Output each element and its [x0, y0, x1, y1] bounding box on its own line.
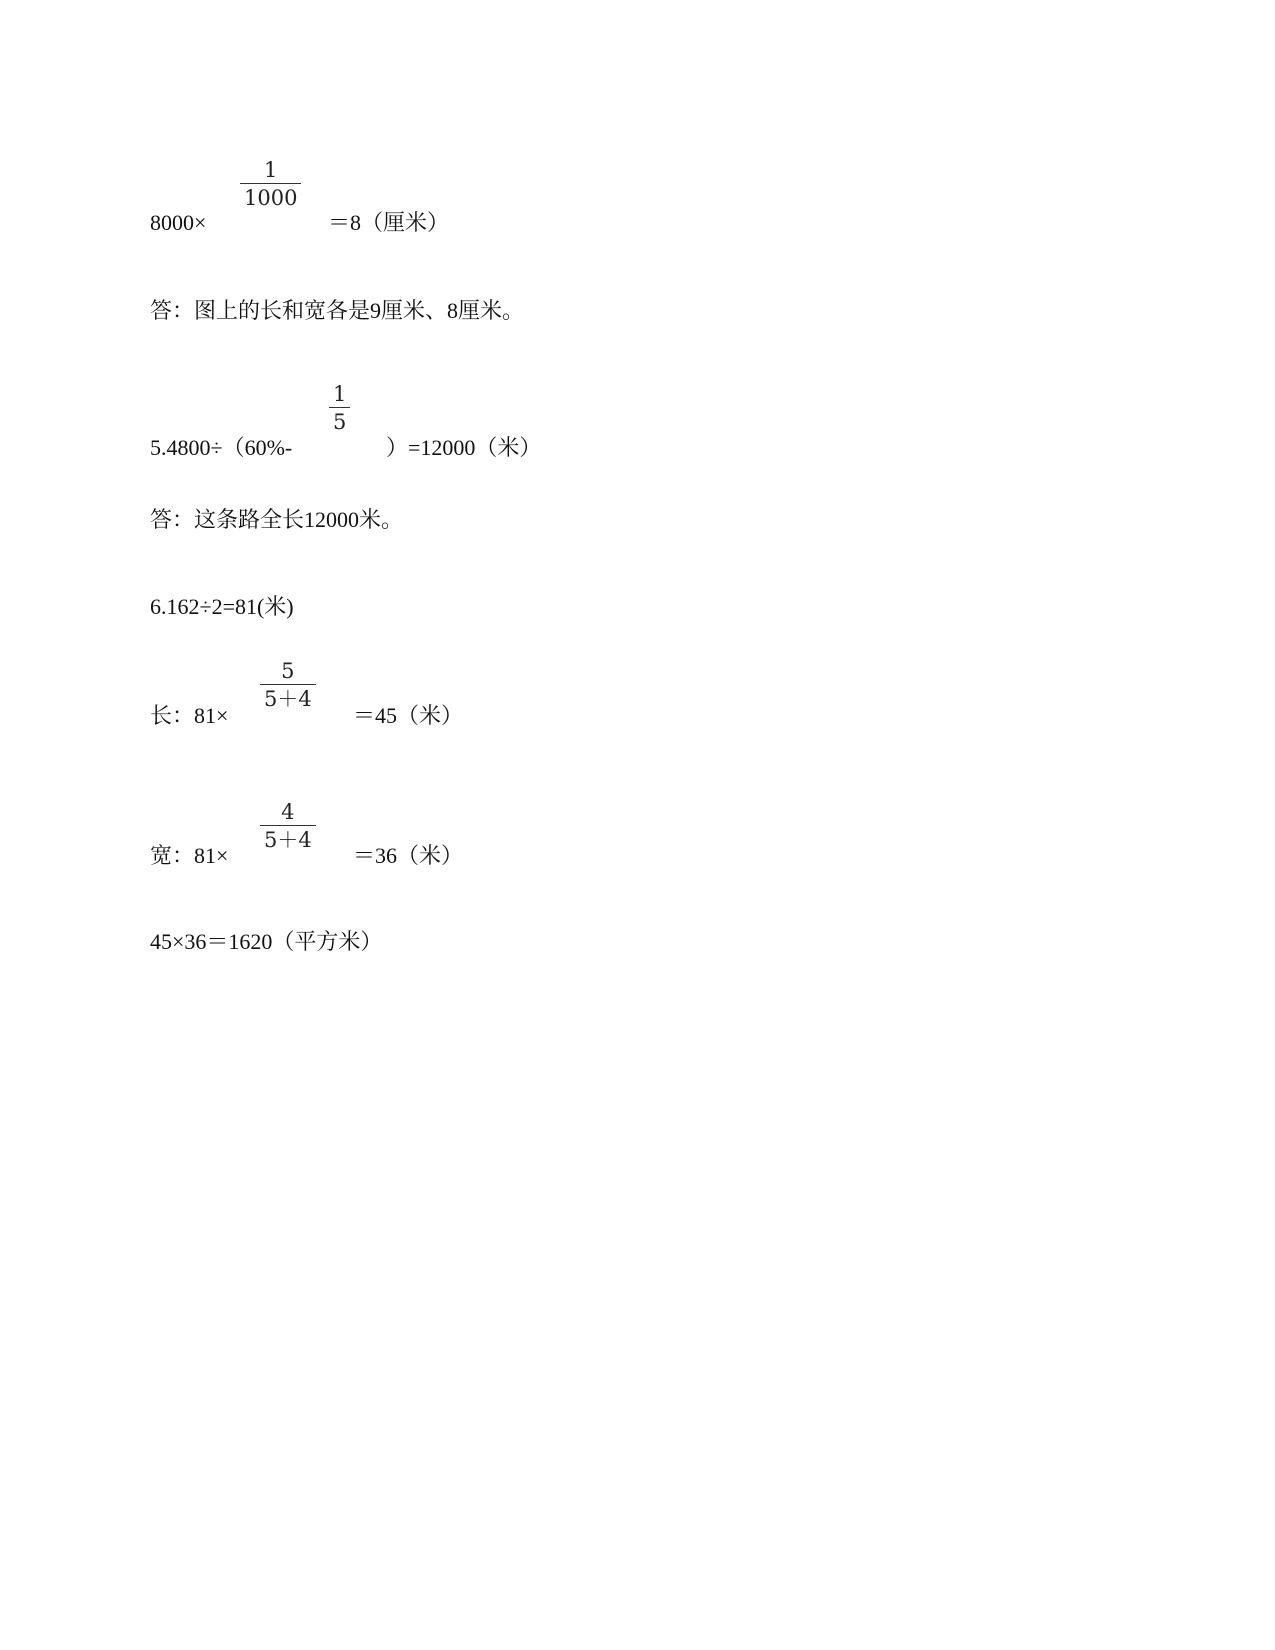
fraction-5-over-9 [260, 659, 316, 711]
fraction-bar [240, 183, 301, 184]
equation-length [150, 703, 228, 729]
equation-right [353, 703, 463, 729]
equation-half-perimeter: 6.162÷2=81(米) [150, 594, 294, 619]
equation-scale-width [150, 210, 206, 236]
equation-left: 5.4800÷（60%- [150, 435, 293, 460]
fraction-denominator: 5＋4 [264, 687, 312, 711]
fraction-bar [260, 825, 316, 826]
answer-road-length: 答：这条路全长12000米。 [150, 507, 404, 532]
equation-result: ＝45（米） [353, 703, 464, 728]
fraction-numerator: 1 [264, 158, 278, 182]
equation-right [353, 843, 463, 869]
equation-left: 宽：81× [150, 843, 229, 868]
fraction-numerator: 4 [281, 800, 295, 824]
fraction-numerator: 1 [333, 382, 347, 406]
equation-area: 45×36＝1620（平方米） [150, 929, 383, 954]
equation-right [328, 210, 449, 236]
answer-map-dimensions: 答：图上的长和宽各是9厘米、8厘米。 [150, 298, 525, 323]
equation-result: ）=12000（米） [386, 435, 542, 460]
fraction-1-over-5 [329, 382, 350, 434]
fraction-bar [260, 684, 316, 685]
equation-road-length [150, 435, 292, 461]
equation-width [150, 843, 228, 869]
fraction-denominator: 1000 [244, 186, 298, 210]
fraction-denominator: 5＋4 [264, 828, 312, 852]
equation-right [386, 435, 541, 461]
fraction-bar [329, 407, 350, 408]
equation-result: ＝36（米） [353, 843, 464, 868]
fraction-numerator: 5 [281, 659, 295, 683]
equation-left: 8000× [150, 210, 207, 235]
fraction-denominator: 5 [333, 410, 347, 434]
equation-left: 长：81× [150, 703, 229, 728]
equation-result: ＝8（厘米） [328, 210, 450, 235]
fraction-1-over-1000 [240, 158, 301, 210]
fraction-4-over-9 [260, 800, 316, 852]
